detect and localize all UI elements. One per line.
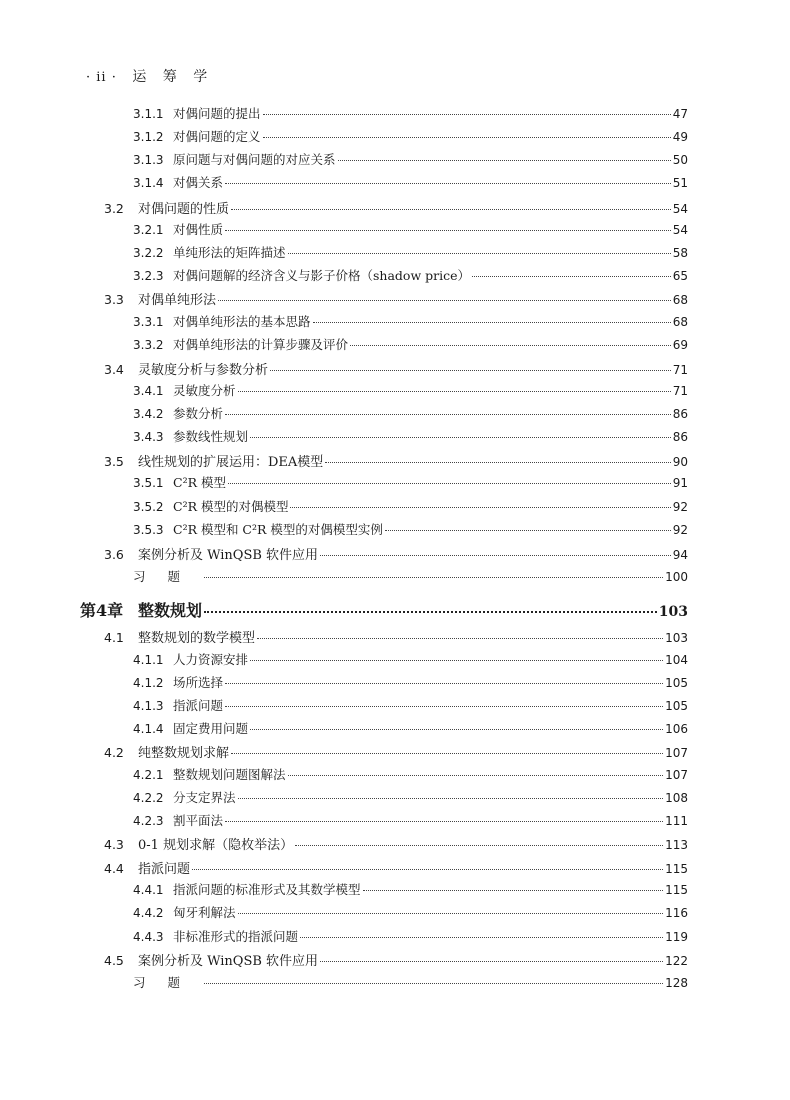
toc-entry[interactable] xyxy=(104,451,688,471)
toc-entry-title: 习题 xyxy=(133,975,203,990)
toc-entry[interactable] xyxy=(133,520,688,540)
toc-leader-dots xyxy=(320,961,663,962)
running-header xyxy=(86,66,213,86)
toc-entry-number: 3.2.3 xyxy=(133,269,164,283)
toc-entry-title: 参数分析 xyxy=(173,406,224,421)
toc-entry-page: 122 xyxy=(665,954,688,968)
toc-entry[interactable] xyxy=(133,173,688,193)
toc-entry-page: 115 xyxy=(665,883,688,897)
toc-leader-dots xyxy=(288,775,664,776)
toc-entry-number: 4.1.3 xyxy=(133,699,164,713)
toc-entry-title: C²R 模型的对偶模型 xyxy=(173,499,289,514)
toc-entry-title: 对偶问题的定义 xyxy=(173,129,261,144)
toc-leader-dots xyxy=(238,913,664,914)
toc-entry-number: 3.3.2 xyxy=(133,338,164,352)
toc-entry[interactable] xyxy=(133,811,688,831)
toc-entry-number: 4.5 xyxy=(104,953,124,968)
toc-leader-dots xyxy=(225,706,663,707)
toc-entry[interactable] xyxy=(104,627,688,647)
toc-entry-number: 4.2.2 xyxy=(133,791,164,805)
toc-entry-number: 3.1.4 xyxy=(133,176,164,190)
toc-entry-number: 3.2 xyxy=(104,201,124,216)
book-title: 运 筹 学 xyxy=(132,69,214,85)
toc-entry-number: 4.1.1 xyxy=(133,653,164,667)
toc-entry-title: 灵敏度分析 xyxy=(173,383,236,398)
toc-entry-page: 116 xyxy=(665,906,688,920)
toc-leader-dots xyxy=(238,391,671,392)
toc-entry[interactable] xyxy=(133,719,688,739)
toc-entry-title: 0-1 规划求解（隐枚举法） xyxy=(138,838,294,853)
toc-entry-title: 对偶关系 xyxy=(173,175,224,190)
toc-entry-page: 103 xyxy=(665,631,688,645)
toc-chapter-entry[interactable] xyxy=(80,598,688,618)
toc-entry[interactable] xyxy=(133,404,688,424)
toc-entry-title: 线性规划的扩展运用：DEA模型 xyxy=(138,455,324,470)
toc-entry-number: 4.1.2 xyxy=(133,676,164,690)
toc-leader-dots xyxy=(204,577,663,578)
toc-leader-dots xyxy=(320,555,671,556)
toc-entry-title: 割平面法 xyxy=(173,813,224,828)
toc-entry-page: 51 xyxy=(672,176,688,190)
toc-leader-dots xyxy=(225,683,663,684)
toc-entry-page: 105 xyxy=(665,699,688,713)
toc-entry[interactable] xyxy=(133,696,688,716)
toc-entry-number: 3.3 xyxy=(104,292,124,307)
toc-entry-title: 案例分析及 WinQSB 软件应用 xyxy=(138,954,319,969)
toc-entry-title: 非标准形式的指派问题 xyxy=(173,929,299,944)
toc-entry-page: 107 xyxy=(665,746,688,760)
toc-leader-dots xyxy=(263,137,671,138)
toc-leader-dots xyxy=(295,845,663,846)
toc-leader-dots xyxy=(225,821,663,822)
toc-leader-dots xyxy=(250,660,663,661)
toc-leader-dots xyxy=(290,507,670,508)
toc-leader-dots xyxy=(257,638,663,639)
toc-entry-page: 104 xyxy=(665,653,688,667)
toc-entry-page: 86 xyxy=(672,430,688,444)
toc-entry-page: 105 xyxy=(665,676,688,690)
toc-leader-dots xyxy=(231,209,671,210)
toc-entry-page: 92 xyxy=(672,500,688,514)
toc-leader-dots xyxy=(325,462,670,463)
toc-entry-title: 对偶单纯形法 xyxy=(138,293,217,308)
toc-entry-page: 103 xyxy=(658,604,688,620)
toc-entry-number: 第4章 xyxy=(80,601,124,620)
toc-entry-number: 3.1.1 xyxy=(133,107,164,121)
toc-entry-number: 4.1.4 xyxy=(133,722,164,736)
toc-entry-page: 107 xyxy=(665,768,688,782)
toc-entry-page: 49 xyxy=(672,130,688,144)
toc-entry-page: 68 xyxy=(672,293,688,307)
toc-entry-number: 4.2.1 xyxy=(133,768,164,782)
toc-leader-dots xyxy=(363,890,664,891)
toc-entry-title: 纯整数规划求解 xyxy=(138,746,230,761)
toc-entry-number: 4.4.2 xyxy=(133,906,164,920)
toc-leader-dots xyxy=(204,611,657,613)
toc-entry-page: 69 xyxy=(672,338,688,352)
toc-entry[interactable] xyxy=(133,335,688,355)
toc-entry-number: 4.3 xyxy=(104,837,124,852)
toc-entry-page: 111 xyxy=(665,814,688,828)
toc-entry[interactable] xyxy=(133,903,688,923)
toc-entry-page: 58 xyxy=(672,246,688,260)
toc-entry-page: 50 xyxy=(672,153,688,167)
toc-leader-dots xyxy=(250,729,663,730)
toc-entry-title: 对偶性质 xyxy=(173,222,224,237)
toc-entry-page: 106 xyxy=(665,722,688,736)
toc-leader-dots xyxy=(270,370,671,371)
toc-entry-title: 单纯形法的矩阵描述 xyxy=(173,245,286,260)
toc-entry[interactable] xyxy=(133,381,688,401)
toc-entry-title: 案例分析及 WinQSB 软件应用 xyxy=(138,548,319,563)
toc-entry[interactable] xyxy=(133,427,688,447)
toc-entry-page: 90 xyxy=(672,455,688,469)
toc-entry-page: 108 xyxy=(665,791,688,805)
toc-entry-title: 整数规划 xyxy=(138,601,203,620)
toc-leader-dots xyxy=(192,869,663,870)
toc-entry-page: 92 xyxy=(672,523,688,537)
toc-entry-page: 91 xyxy=(672,476,688,490)
toc-leader-dots xyxy=(288,253,671,254)
toc-entry[interactable] xyxy=(133,150,688,170)
toc-entry[interactable] xyxy=(133,220,688,240)
toc-leader-dots xyxy=(228,483,671,484)
toc-entry[interactable] xyxy=(104,742,688,762)
toc-entry[interactable] xyxy=(133,927,688,947)
toc-entry-title: 整数规划的数学模型 xyxy=(138,631,256,646)
toc-entry-page: 65 xyxy=(672,269,688,283)
toc-entry-number: 3.4.3 xyxy=(133,430,164,444)
toc-entry-number: 3.2.2 xyxy=(133,246,164,260)
toc-entry-number: 4.4.3 xyxy=(133,930,164,944)
toc-entry[interactable] xyxy=(133,104,688,124)
toc-entry-number: 3.6 xyxy=(104,547,124,562)
toc-entry-page: 94 xyxy=(672,548,688,562)
toc-entry[interactable] xyxy=(104,858,688,878)
toc-entry-title: 参数线性规划 xyxy=(173,429,249,444)
toc-entry-title: 原问题与对偶问题的对应关系 xyxy=(173,152,336,167)
toc-entry-page: 68 xyxy=(672,315,688,329)
toc-leader-dots xyxy=(238,798,664,799)
toc-entry-number: 4.2.3 xyxy=(133,814,164,828)
toc-entry[interactable] xyxy=(104,289,688,309)
toc-entry-title: 灵敏度分析与参数分析 xyxy=(138,363,269,378)
toc-entry-page: 71 xyxy=(672,363,688,377)
toc-leader-dots xyxy=(218,300,671,301)
toc-entry-page: 86 xyxy=(672,407,688,421)
toc-entry-page: 128 xyxy=(665,976,688,990)
toc-entry-number: 3.1.3 xyxy=(133,153,164,167)
toc-entry[interactable] xyxy=(133,473,688,493)
toc-entry-title: 固定费用问题 xyxy=(173,721,249,736)
toc-entry-title: C²R 模型和 C²R 模型的对偶模型实例 xyxy=(173,522,383,537)
toc-entry-title: 指派问题 xyxy=(173,698,224,713)
toc-entry[interactable] xyxy=(133,127,688,147)
toc-entry[interactable] xyxy=(133,788,688,808)
toc-entry-page: 119 xyxy=(665,930,688,944)
toc-entry-title: 对偶问题解的经济含义与影子价格（shadow price） xyxy=(173,268,470,283)
toc-entry-page: 100 xyxy=(665,570,688,584)
toc-leader-dots xyxy=(231,753,663,754)
toc-entry-title: C²R 模型 xyxy=(173,475,226,490)
toc-entry-page: 115 xyxy=(665,862,688,876)
toc-leader-dots xyxy=(204,983,663,984)
toc-entry-title: 整数规划问题图解法 xyxy=(173,767,286,782)
toc-entry[interactable] xyxy=(133,567,688,587)
toc-entry-number: 3.4 xyxy=(104,362,124,377)
toc-leader-dots xyxy=(385,530,671,531)
toc-leader-dots xyxy=(263,114,671,115)
toc-entry[interactable] xyxy=(133,765,688,785)
toc-leader-dots xyxy=(225,183,671,184)
toc-entry[interactable] xyxy=(133,497,688,517)
toc-leader-dots xyxy=(225,414,671,415)
toc-leader-dots xyxy=(472,276,671,277)
toc-entry-title: 对偶单纯形法的基本思路 xyxy=(173,314,311,329)
toc-entry-number: 3.2.1 xyxy=(133,223,164,237)
toc-entry-page: 54 xyxy=(672,202,688,216)
toc-entry-title: 习题 xyxy=(133,569,203,584)
toc-entry-title: 人力资源安排 xyxy=(173,652,249,667)
toc-entry-number: 4.4 xyxy=(104,861,124,876)
toc-entry[interactable] xyxy=(133,266,688,286)
toc-entry[interactable] xyxy=(133,243,688,263)
toc-entry-number: 4.4.1 xyxy=(133,883,164,897)
toc-entry[interactable] xyxy=(104,834,688,854)
toc-entry-title: 分支定界法 xyxy=(173,790,236,805)
toc-entry-page: 71 xyxy=(672,384,688,398)
toc-entry[interactable] xyxy=(104,359,688,379)
toc-entry-title: 匈牙利解法 xyxy=(173,905,236,920)
toc-entry-number: 3.3.1 xyxy=(133,315,164,329)
toc-entry[interactable] xyxy=(104,544,688,564)
toc-entry-page: 47 xyxy=(672,107,688,121)
toc-entry-number: 4.2 xyxy=(104,745,124,760)
toc-entry[interactable] xyxy=(133,673,688,693)
toc-entry-number: 3.5.1 xyxy=(133,476,164,490)
toc-entry-title: 对偶问题的提出 xyxy=(173,106,261,121)
toc-entry-title: 对偶问题的性质 xyxy=(138,202,230,217)
toc-entry[interactable] xyxy=(133,650,688,670)
toc-entry-number: 3.1.2 xyxy=(133,130,164,144)
toc-entry-title: 对偶单纯形法的计算步骤及评价 xyxy=(173,337,349,352)
toc-leader-dots xyxy=(350,345,671,346)
toc-entry-number: 3.4.2 xyxy=(133,407,164,421)
toc-entry-number: 3.4.1 xyxy=(133,384,164,398)
toc-entry-title: 指派问题的标准形式及其数学模型 xyxy=(173,882,361,897)
toc-entry-page: 113 xyxy=(665,838,688,852)
toc-entry-number: 3.5.2 xyxy=(133,500,164,514)
toc-entry-number: 4.1 xyxy=(104,630,124,645)
toc-entry-number: 3.5.3 xyxy=(133,523,164,537)
page-number-label: · ii · xyxy=(86,70,117,85)
toc-entry[interactable] xyxy=(133,973,688,993)
toc-entry-number: 3.5 xyxy=(104,454,124,469)
toc-entry-title: 指派问题 xyxy=(138,862,191,877)
toc-entry[interactable] xyxy=(133,880,688,900)
toc-leader-dots xyxy=(225,230,671,231)
toc-entry[interactable] xyxy=(104,950,688,970)
toc-leader-dots xyxy=(250,437,671,438)
toc-leader-dots xyxy=(300,937,663,938)
toc-entry-title: 场所选择 xyxy=(173,675,224,690)
toc-leader-dots xyxy=(313,322,671,323)
toc-entry[interactable] xyxy=(133,312,688,332)
toc-leader-dots xyxy=(338,160,671,161)
toc-entry[interactable] xyxy=(104,198,688,218)
toc-entry-page: 54 xyxy=(672,223,688,237)
